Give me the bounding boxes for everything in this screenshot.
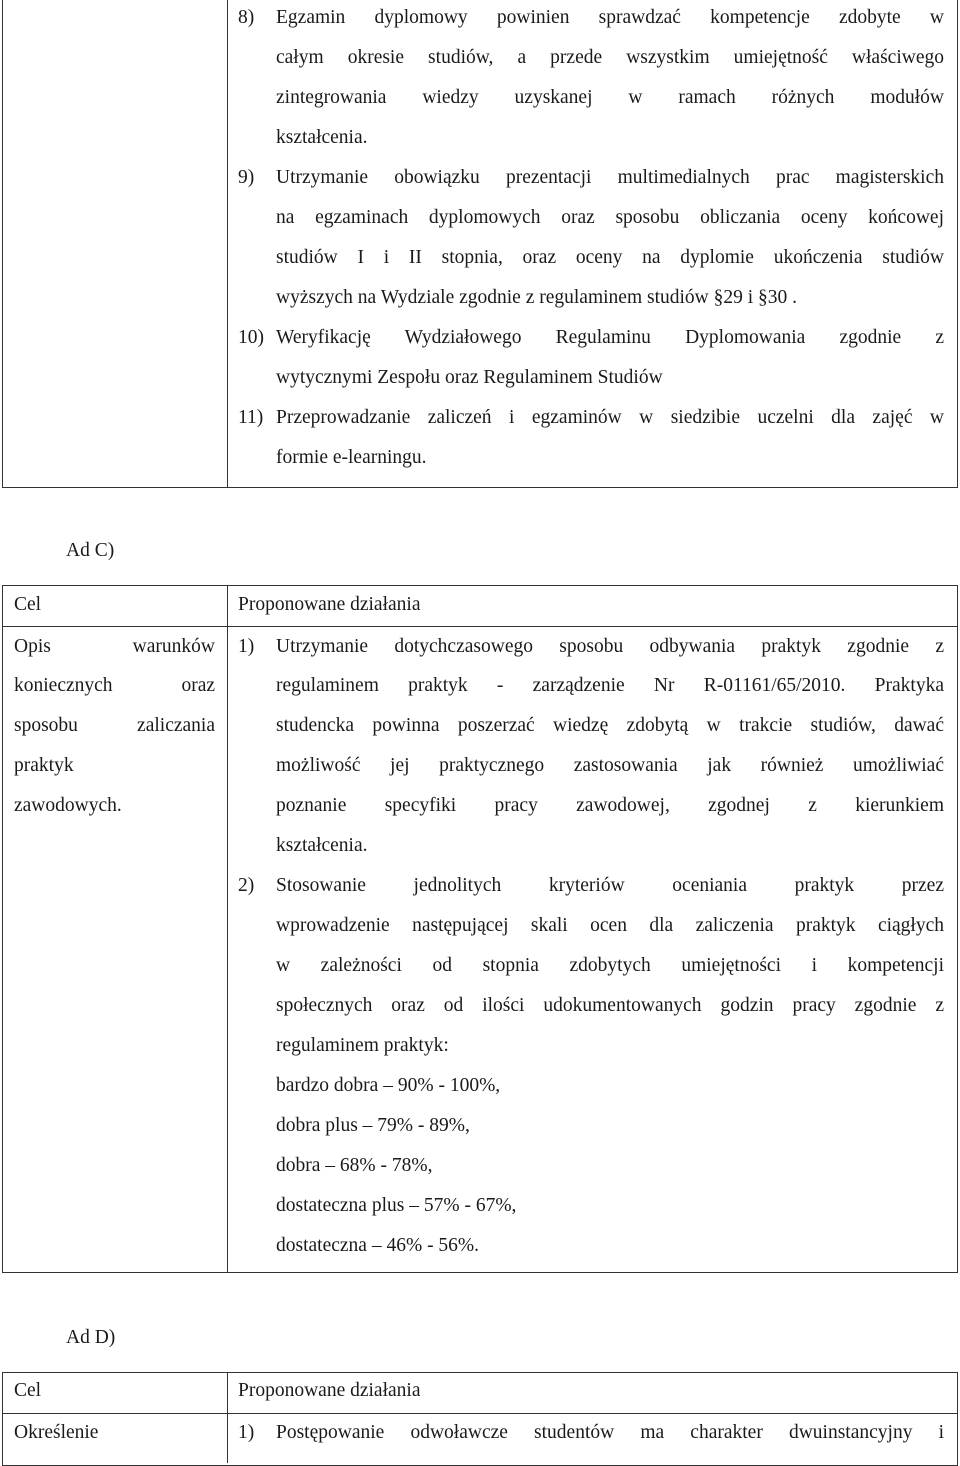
item-line: zintegrowania wiedzy uzyskanej w ramach różnych modułów — [276, 87, 944, 108]
table-d-header-actions: Proponowane działania — [238, 1380, 421, 1401]
section-c-heading: Ad C) — [66, 540, 115, 561]
item-line: społecznych oraz od ilości udokumentowanych godzin pracy zgodnie z — [276, 995, 944, 1016]
item-line: w zależności od stopnia zdobytych umiejętności i kompetencji — [276, 955, 944, 976]
item-line: Utrzymanie dotychczasowego sposobu odbywania praktyk zgodnie z — [276, 636, 944, 657]
table-b-column-divider — [227, 0, 228, 487]
item-number: 1) — [238, 1422, 255, 1443]
grade-line: dostateczna plus – 57% - 67%, — [276, 1195, 517, 1216]
item-line: Utrzymanie obowiązku prezentacji multimedialnych prac magisterskich — [276, 167, 944, 188]
item-line: Przeprowadzanie zaliczeń i egzaminów w siedzibie uczelni dla zajęć w — [276, 407, 944, 428]
grade-line: dobra plus – 79% - 89%, — [276, 1115, 470, 1136]
item-line: Stosowanie jednolitych kryteriów oceniania praktyk przez — [276, 875, 944, 896]
item-number: 8) — [238, 7, 255, 28]
goal-line: Opis warunków — [14, 636, 215, 657]
grade-line: dostateczna – 46% - 56%. — [276, 1235, 480, 1256]
item-line: studencka powinna poszerzać wiedzę zdobytą w trakcie studiów, dawać — [276, 715, 944, 736]
goal-line: koniecznych oraz — [14, 675, 215, 696]
item-line: regulaminem praktyk - zarządzenie Nr R-01161/65/2010. Praktyka — [276, 675, 944, 696]
table-c-header-divider — [3, 626, 957, 627]
item-line: wprowadzenie następującej skali ocen dla zaliczenia praktyk ciągłych — [276, 915, 944, 936]
grade-line: dobra – 68% - 78%, — [276, 1155, 433, 1176]
goal-line: Określenie — [14, 1422, 99, 1443]
item-line: studiów I i II stopnia, oraz oceny na dyplomie ukończenia studiów — [276, 247, 944, 268]
item-line: na egzaminach dyplomowych oraz sposobu obliczania oceny końcowej — [276, 207, 944, 228]
item-line: regulaminem praktyk: — [276, 1035, 449, 1056]
item-line: formie e-learningu. — [276, 447, 427, 468]
item-line: całym okresie studiów, a przede wszystkim umiejętność właściwego — [276, 47, 944, 68]
table-c-header-goal: Cel — [14, 594, 42, 615]
goal-line: sposobu zaliczania — [14, 715, 215, 736]
item-line: wyższych na Wydziale zgodnie z regulaminem studiów §29 i §30 . — [276, 287, 798, 308]
goal-line: praktyk — [14, 755, 74, 776]
item-line: poznanie specyfiki pracy zawodowej, zgodnej z kierunkiem — [276, 795, 944, 816]
grade-line: bardzo dobra – 90% - 100%, — [276, 1075, 501, 1096]
table-section-d — [2, 1372, 958, 1466]
item-number: 9) — [238, 167, 255, 188]
goal-line: zawodowych. — [14, 795, 122, 816]
item-number: 1) — [238, 636, 255, 657]
item-line: możliwość jej praktycznego zastosowania jak również umożliwiać — [276, 755, 944, 776]
table-c-header-actions: Proponowane działania — [238, 594, 421, 615]
table-d-column-divider — [227, 1373, 228, 1463]
item-line: Egzamin dyplomowy powinien sprawdzać kompetencje zdobyte w — [276, 7, 944, 28]
item-number: 2) — [238, 875, 255, 896]
item-number: 10) — [238, 327, 264, 348]
item-line: Weryfikację Wydziałowego Regulaminu Dyplomowania zgodnie z — [276, 327, 944, 348]
item-line: kształcenia. — [276, 835, 368, 856]
item-line: kształcenia. — [276, 127, 368, 148]
section-d-heading: Ad D) — [66, 1327, 116, 1348]
item-line: Postępowanie odwoławcze studentów ma charakter dwuinstancyjny i — [276, 1422, 944, 1443]
table-d-header-goal: Cel — [14, 1380, 42, 1401]
item-line: wytycznymi Zespołu oraz Regulaminem Studiów — [276, 367, 663, 388]
table-c-column-divider — [227, 586, 228, 1272]
table-d-header-divider — [3, 1413, 957, 1414]
item-number: 11) — [238, 407, 264, 428]
